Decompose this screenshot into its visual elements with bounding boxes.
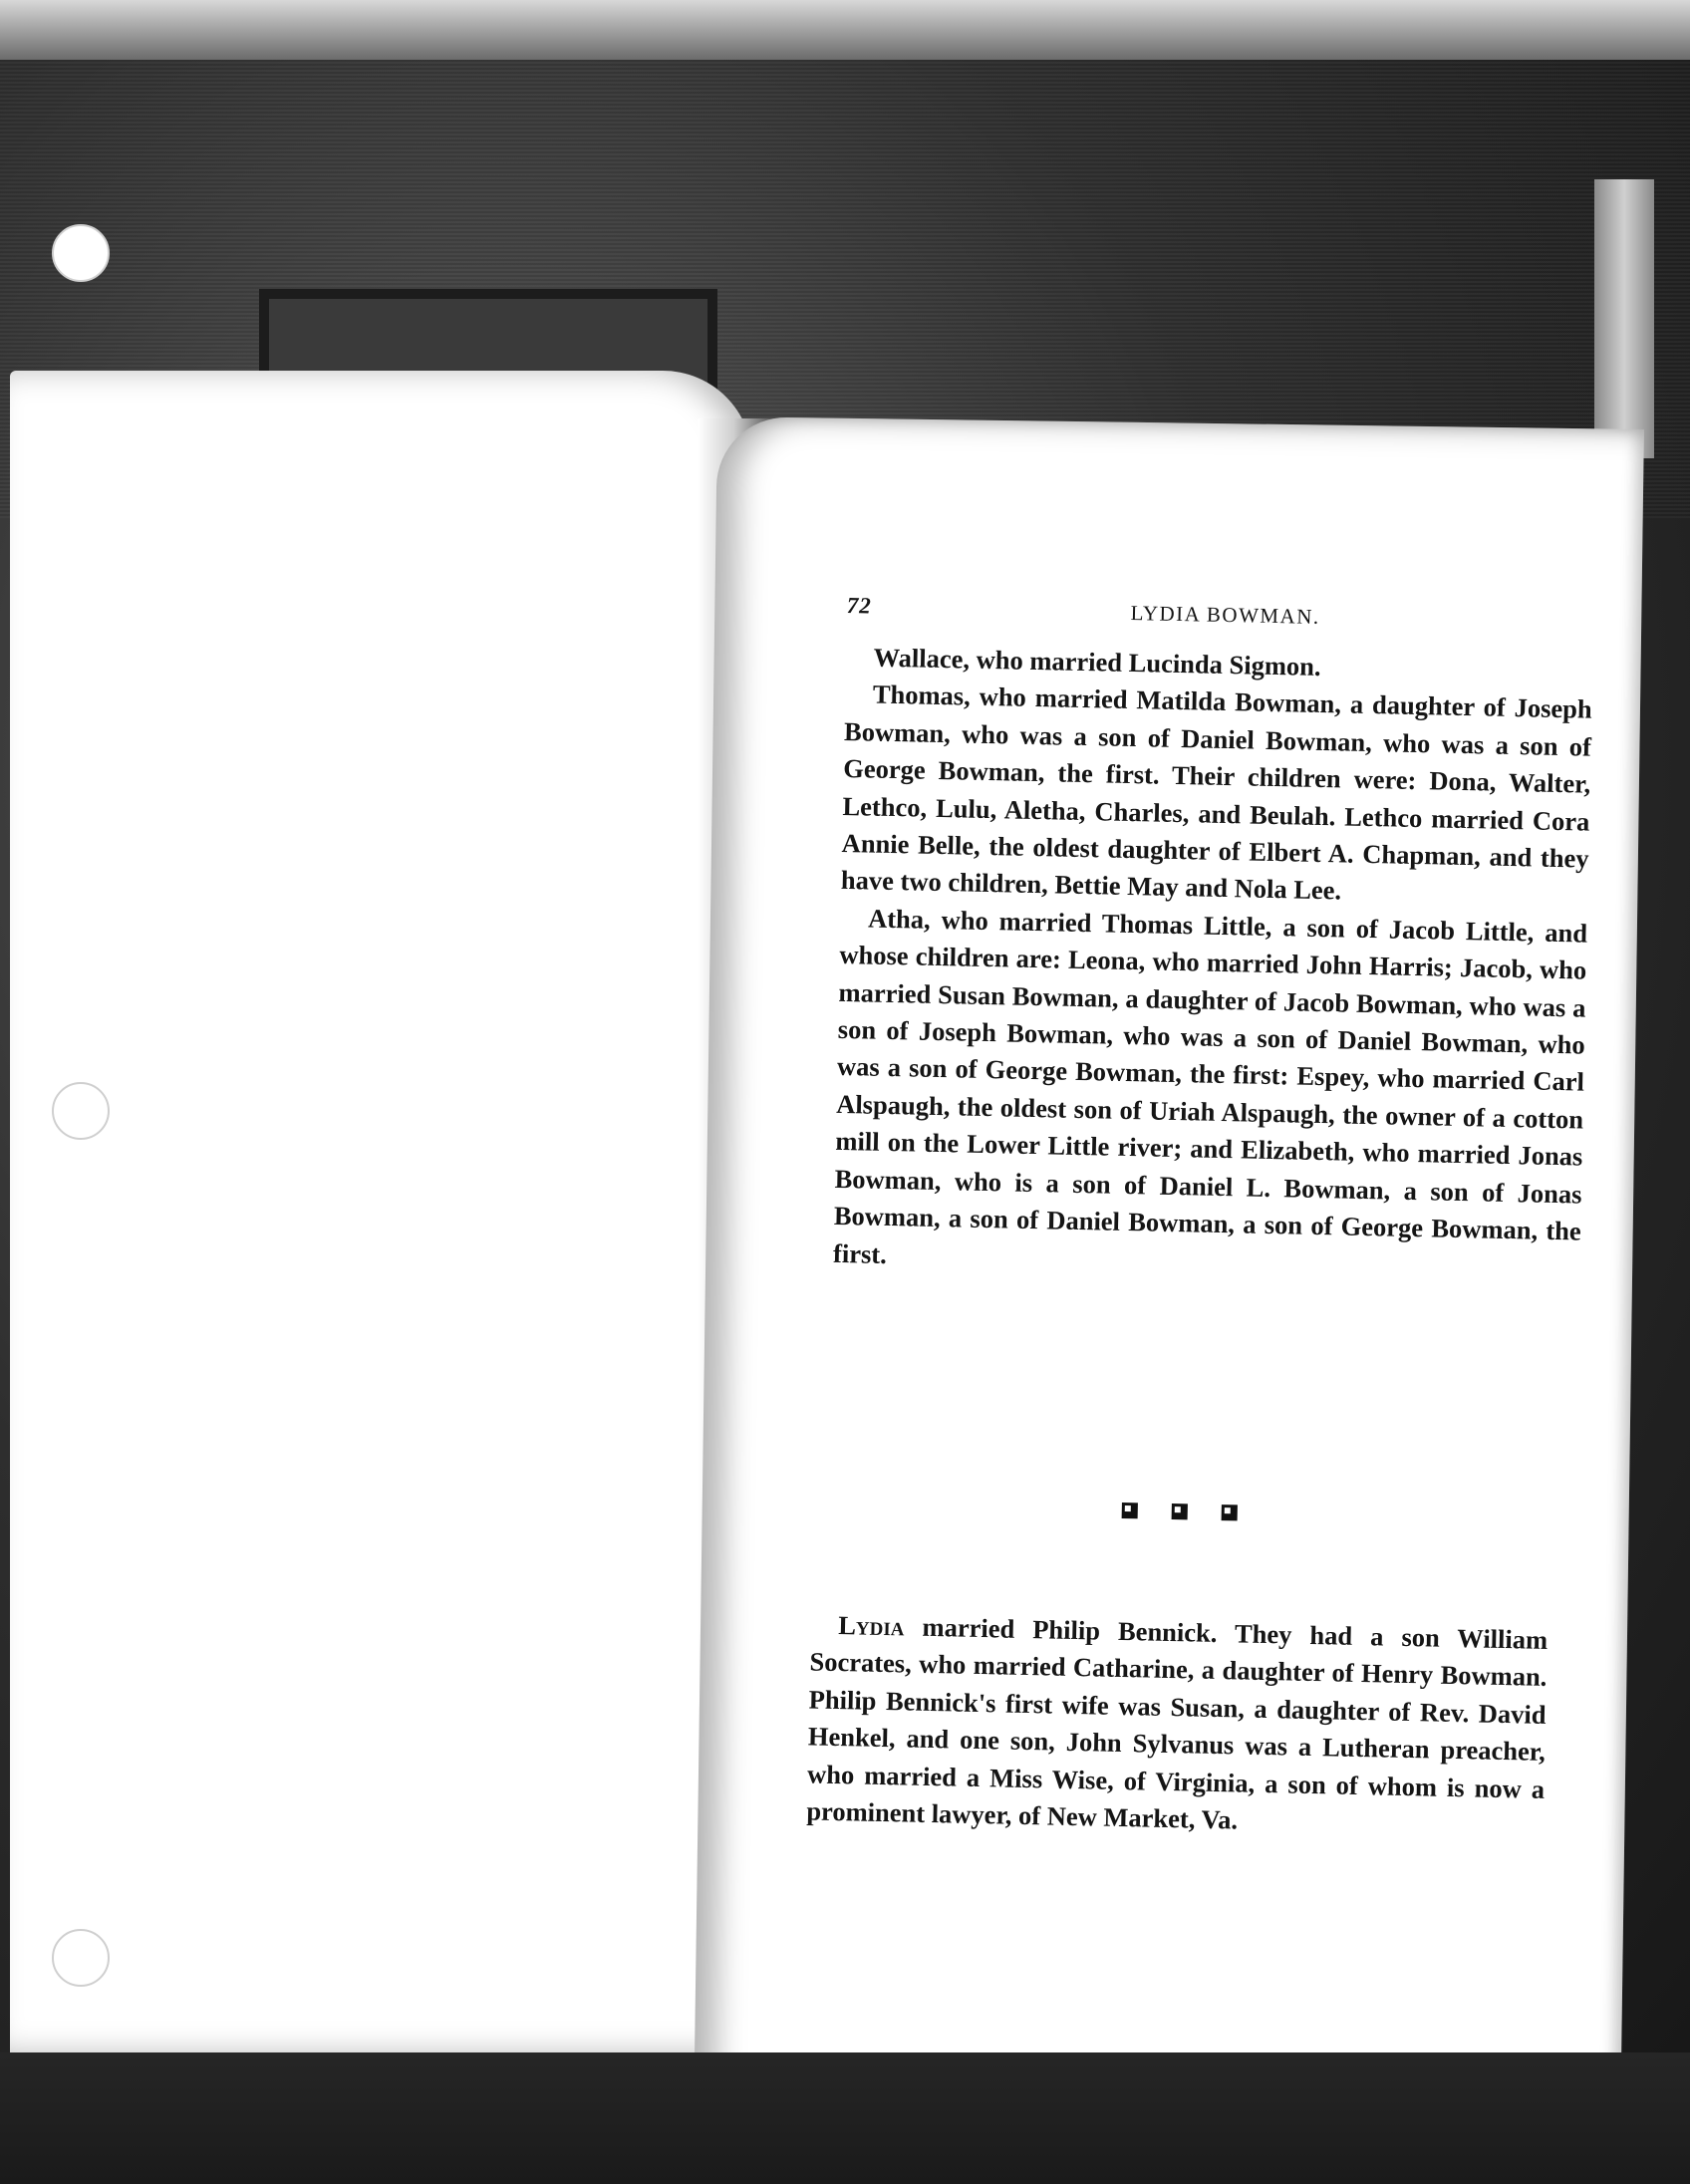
section-lead-word: Lydia [837, 1610, 905, 1642]
binder-hole-bottom [52, 1929, 110, 1987]
background-pillar [1594, 179, 1654, 458]
bottom-edge [0, 2052, 1690, 2184]
left-blank-page [10, 371, 752, 2052]
top-edge [0, 0, 1690, 60]
ornament-mark [1222, 1504, 1238, 1520]
section-ornament [1122, 1502, 1238, 1520]
paragraph-thomas: Thomas, who married Matilda Bowman, a daughter of Joseph Bowman, who was a son of Daniel Bowman, who was a son of George Bowman, the first. Their children were: Dona, Walter, Lethco, Lulu, Aletha, Charles, and Beulah. Lethco married Cora Annie Belle, the oldest daughter of Elbert A. Chapman, and they have two children, Bettie May and Nola Lee. [840, 679, 1593, 906]
page-number: 72 [846, 593, 872, 619]
page-text-block [806, 593, 1594, 1835]
ornament-mark [1172, 1503, 1188, 1519]
paragraph-lydia [806, 1606, 1549, 1845]
binder-hole-top [52, 224, 110, 282]
paragraph-atha: Atha, who married Thomas Little, a son of Jacob Little, and whose children are: Leona, who married John Harris; Jacob, who married Susan Bowman, a daughter of Jacob Bowman, who was a son of Joseph Bowman, who was a son of Daniel Bowman, who was a son of George Bowman, the first: Espey, who married Carl Alspaugh, the oldest son of Uriah Alspaugh, the owner of a cotton mill on the Lower Little river; and Elizabeth, who married Jonas Bowman, who is a son of Daniel L. Bowman, a son of Jonas Bowman, a son of Daniel Bowman, a son of George Bowman, the first. [832, 903, 1588, 1269]
page-header-title: LYDIA BOWMAN. [1130, 600, 1320, 629]
section-text: married Philip Bennick. They had a son William Socrates, who married Catharine, a daughter of Henry Bowman. Philip Bennick's first wife was Susan, a daughter of Rev. David Henkel, and one son, John Sylvanus was a Lutheran preacher, who married a Miss Wise, of Virginia, a son of whom is now a prominent lawyer, of New Market, Va. [806, 1611, 1549, 1835]
binder-hole-middle [52, 1082, 110, 1140]
lydia-section [806, 1606, 1549, 1845]
ornament-mark [1122, 1502, 1138, 1518]
paragraph-wallace: Wallace, who married Lucinda Sigmon. [873, 642, 1321, 682]
